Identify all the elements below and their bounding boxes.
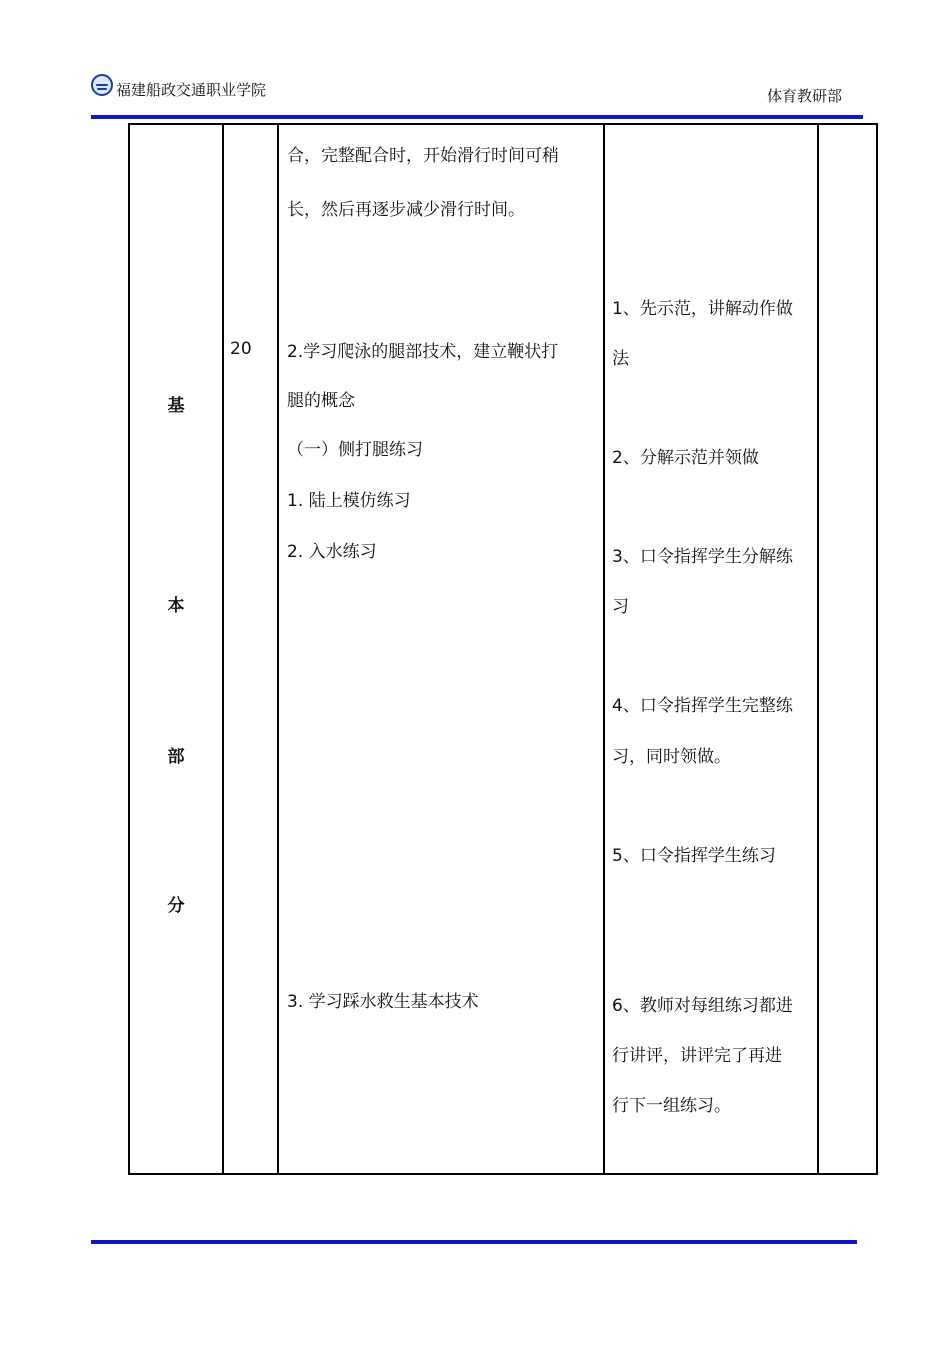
method-line: 行讲评，讲评完了再进 bbox=[612, 1046, 782, 1066]
content-line: （一）侧打腿练习 bbox=[287, 440, 423, 460]
content-line: 1. 陆上模仿练习 bbox=[287, 491, 411, 511]
method-line: 6、教师对每组练习都进 bbox=[612, 996, 793, 1016]
footer-rule bbox=[91, 1240, 857, 1244]
section-cell bbox=[129, 124, 223, 1174]
department-name: 体育教研部 bbox=[766, 87, 842, 105]
notes-cell bbox=[818, 124, 877, 1174]
section-char: 分 bbox=[167, 896, 185, 916]
method-line: 法 bbox=[612, 349, 629, 369]
content-line: 2. 入水练习 bbox=[287, 542, 377, 562]
method-line: 1、先示范，讲解动作做 bbox=[612, 299, 793, 319]
content-line: 腿的概念 bbox=[287, 391, 355, 411]
method-line: 习 bbox=[612, 597, 629, 617]
content-line: 长，然后再逐步减少滑行时间。 bbox=[287, 200, 525, 220]
school-emblem-icon bbox=[91, 74, 113, 96]
content-line: 3. 学习踩水救生基本技术 bbox=[287, 992, 479, 1012]
content-line: 合，完整配合时，开始滑行时间可稍 bbox=[287, 146, 559, 166]
content-line: 2.学习爬泳的腿部技术，建立鞭状打 bbox=[287, 342, 559, 362]
school-name: 福建船政交通职业学院 bbox=[116, 81, 267, 99]
method-line: 行下一组练习。 bbox=[612, 1096, 731, 1116]
method-line: 习，同时领做。 bbox=[612, 747, 731, 767]
method-line: 5、口令指挥学生练习 bbox=[612, 846, 776, 866]
section-char: 基 bbox=[167, 396, 185, 416]
page-header-left bbox=[91, 76, 266, 104]
section-char: 本 bbox=[167, 596, 185, 616]
method-cell bbox=[604, 124, 818, 1174]
method-line: 4、口令指挥学生完整练 bbox=[612, 696, 793, 716]
lesson-plan-table bbox=[128, 123, 878, 1175]
header-rule bbox=[91, 115, 863, 119]
table-row bbox=[129, 124, 877, 1174]
time-cell bbox=[223, 124, 278, 1174]
method-line: 2、分解示范并领做 bbox=[612, 448, 759, 468]
minutes-value: 20 bbox=[230, 339, 252, 359]
method-line: 3、口令指挥学生分解练 bbox=[612, 547, 793, 567]
content-cell bbox=[278, 124, 604, 1174]
section-char: 部 bbox=[167, 747, 185, 767]
